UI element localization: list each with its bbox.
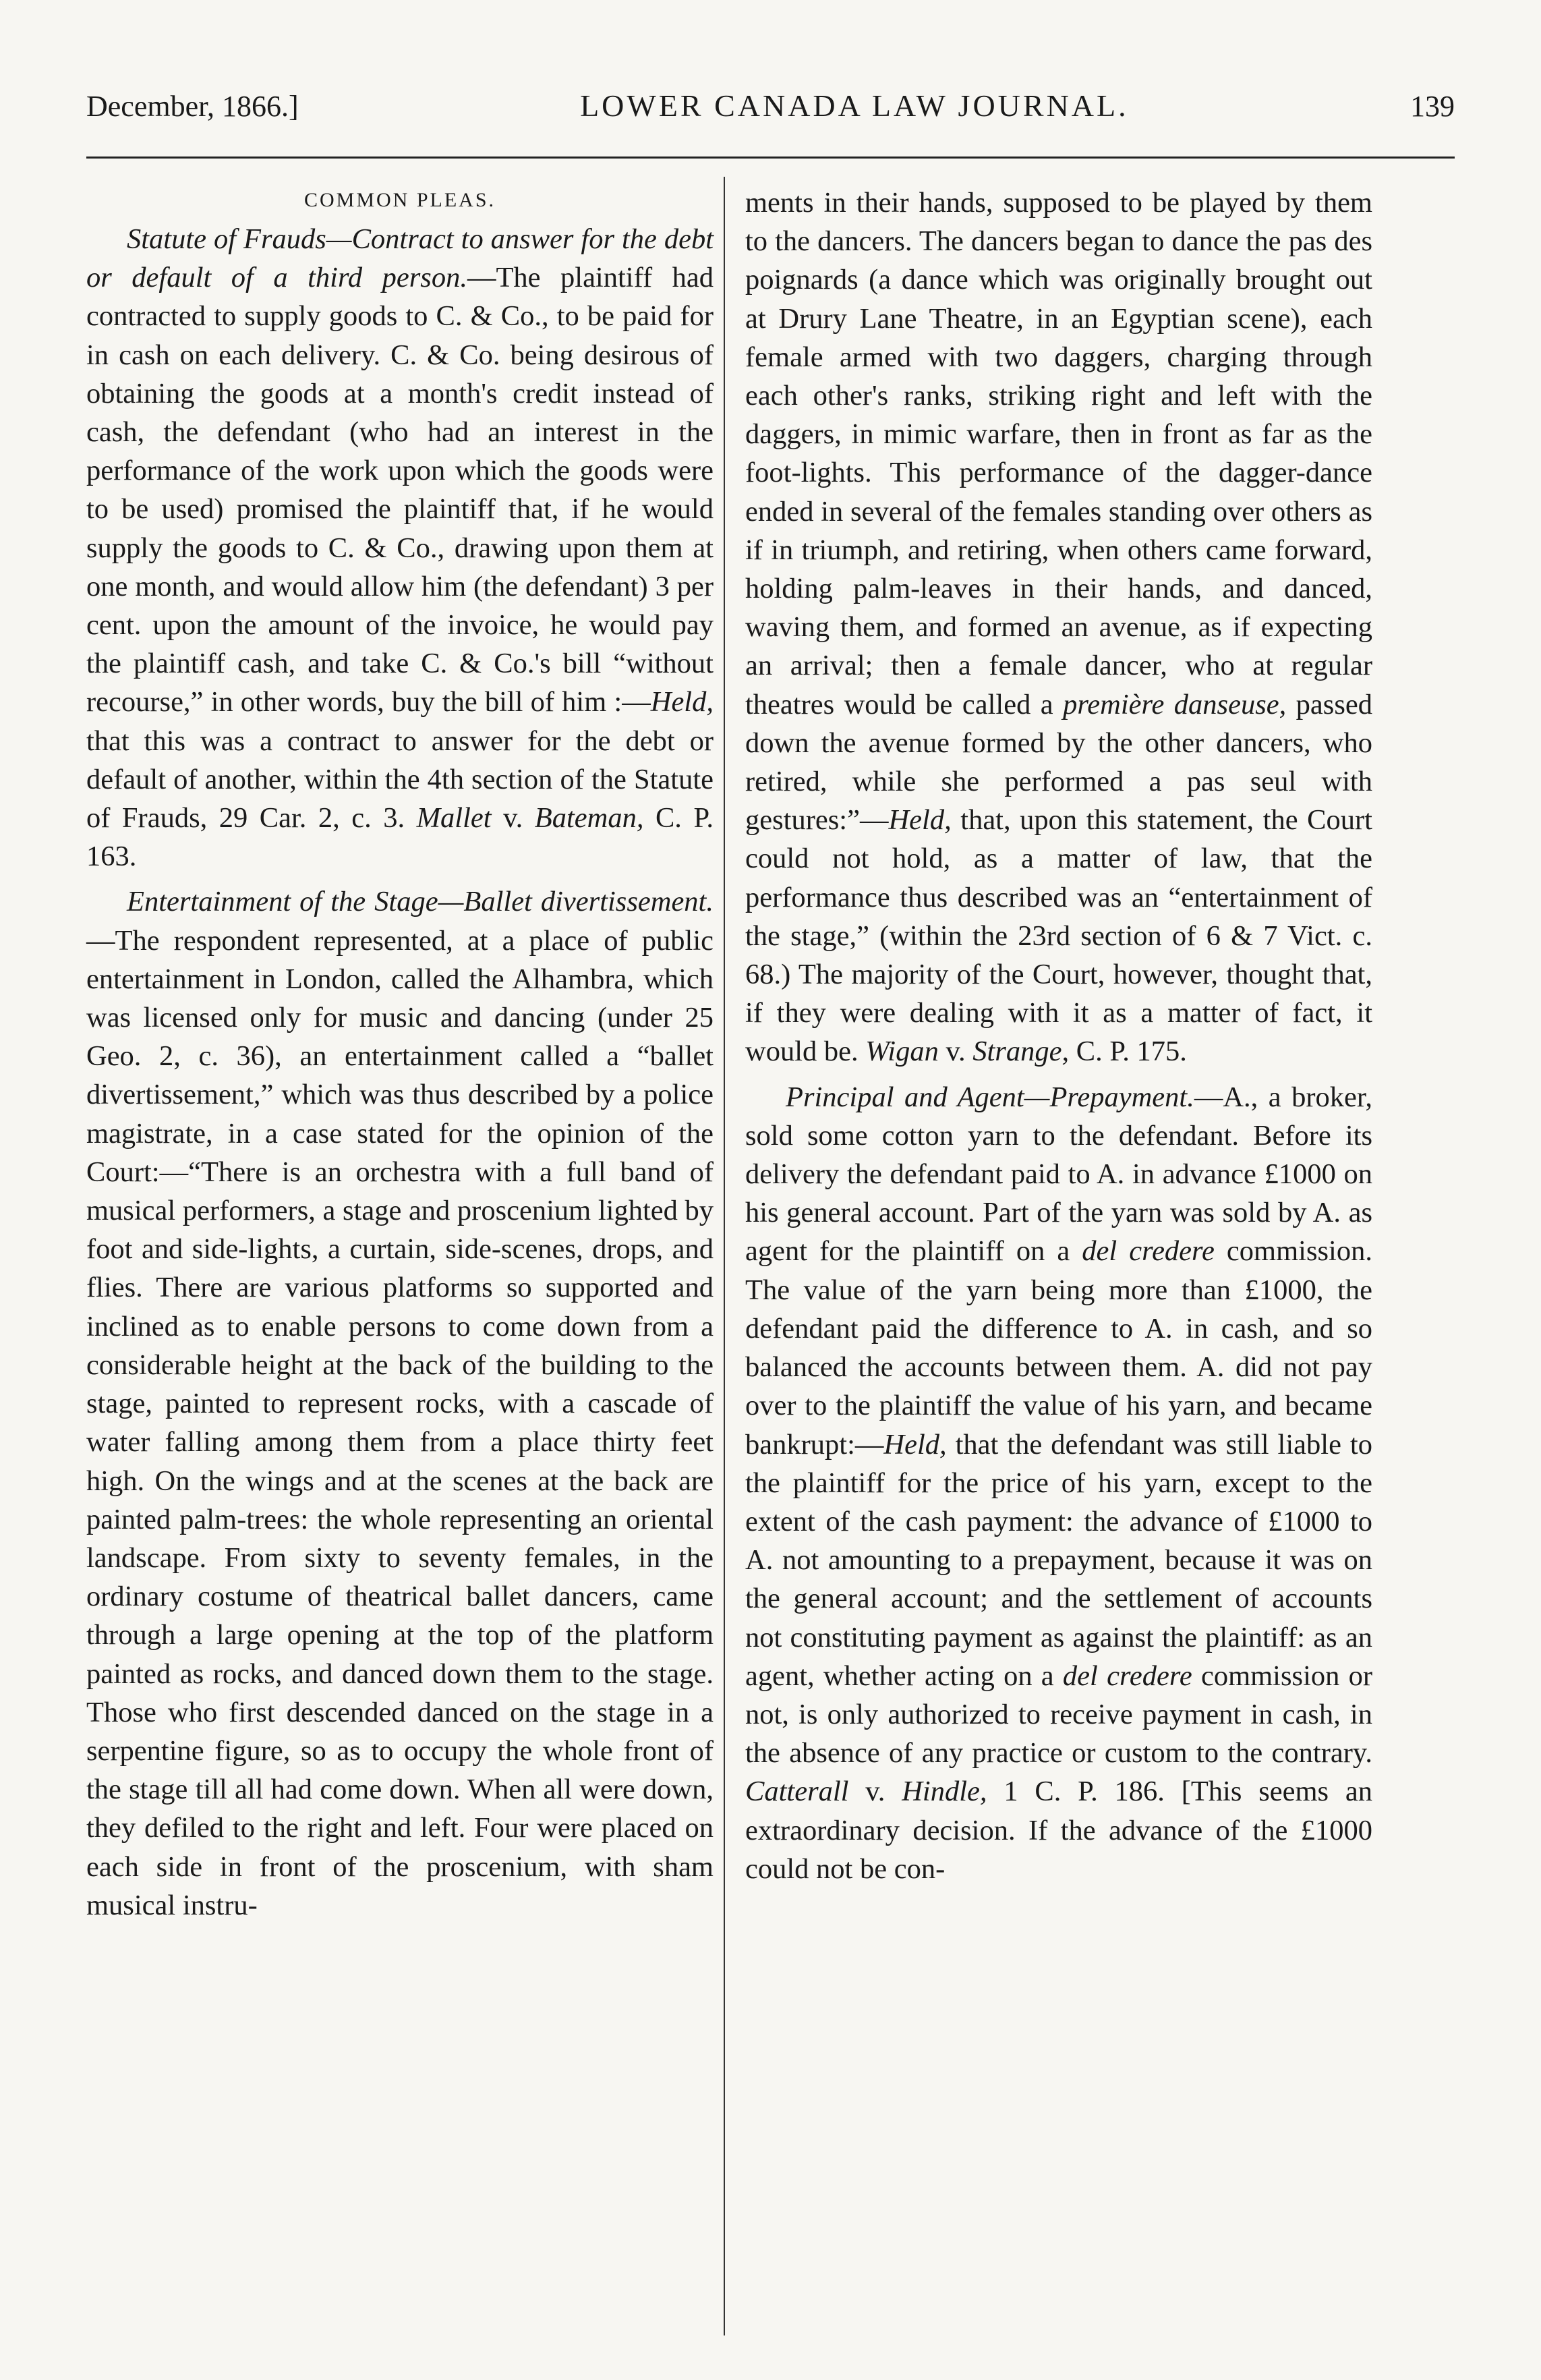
paragraph-statute-of-frauds [86,220,714,876]
right-column [745,183,1372,1888]
paragraph-body: —The plaintiff had contracted to supply goods to C. & Co., to be paid for in cash on each delivery. C. & Co. being desirous of obtaining the goods at a month's credit instead of cash, the defendant (who had an interest in the performance of the work upon which the goods were to be used) promised the plaintiff that, if he would supply the goods to C. & Co., drawing upon them at one month, and would allow him (the defendant) 3 per cent. upon the amount of the invoice, he would pay the plaintiff cash, and take C. & Co.'s bill “without recourse,” in other words, buy the bill of him :— [86,262,714,718]
case-party: Bateman, [534,802,644,834]
paragraph-body: commission. The value of the yarn being more than £1000, the defendant paid the difference to A. in cash, and so balanced the accounts between them. A. did not pay over to the plaintiff the value of his yarn, and became bankrupt:— [745,1235,1372,1461]
case-citation: C. P. 163. [86,802,714,873]
paragraph-entertainment-stage [86,882,714,1924]
paragraph-body: commission or not, is only authorized to receive payment in cash, in the absence of any practice or custom to the contrary. [745,1660,1373,1769]
paragraph-principal-agent [745,1078,1372,1888]
case-party: Wigan [865,1036,939,1068]
case-party: Mallet [416,802,492,834]
italic-term: del credere [1062,1660,1192,1692]
paragraph-body: that this was a contract to answer for the debt or default of another, within the 4th section of the Statute of Frauds, 29 Car. 2, c. 3. [86,725,714,834]
paragraph-body: —A., a broker, sold some cotton yarn to the defendant. Before its delivery the defendant paid to A. in advance £1000 on his general account. Part of the yarn was sold by A. as agent for the plaintiff on a [745,1081,1372,1268]
page-header [86,88,1455,142]
italic-term: del credere [1082,1235,1215,1268]
paragraph-title: Statute of Frauds—Contract to answer for the debt or default of a third person. [86,223,714,294]
paragraph-body: that the defendant was still liable to the plaintiff for the price of his yarn, except to the extent of the cash payment: the advance of £1000 to A. not amounting to a prepayment, because it was on the general account; and the settlement of accounts not constituting payment as against the plaintiff: as an agent, whether acting on a [745,1428,1372,1692]
held-label: Held, [883,1428,947,1461]
case-citation: 1 C. P. 186. [This seems an extraordinary decision. If the advance of the £1000 could not be con- [745,1776,1372,1885]
paragraph-title: Principal and Agent—Prepayment. [786,1081,1194,1113]
case-party: Catterall [745,1776,849,1808]
case-citation: C. P. 175. [1069,1036,1187,1068]
paragraph-body: passed down the avenue formed by the other dancers, who retired, while she performed a pas seul with gestures:”— [745,688,1372,837]
italic-term: première danseuse, [1063,688,1287,720]
case-party: Hindle, [902,1776,987,1808]
versus: v. [491,802,535,834]
case-party: Strange, [972,1036,1070,1068]
paragraph-body: ments in their hands, supposed to be played by them to the dancers. The dancers began to dance the pas des poignards (a dance which was originally brought out at Drury Lane Theatre, in an Egyptian scene), each female armed with two daggers, charging through each other's ranks, striking right and left with the daggers, in mimic warfare, then in front as far as the foot-lights. This performance of the dagger-dance ended in several of the females standing over others as if in triumph, and retiring, when others came forward, holding palm-leaves in their hands, and danced, waving them, and formed an avenue, as if expecting an arrival; then a female dancer, who at regular theatres would be called a [745,187,1372,720]
header-rule [86,157,1455,159]
journal-title: LOWER CANADA LAW JOURNAL. [580,88,1129,123]
versus: v. [938,1036,973,1068]
paragraph-title: Entertainment of the Stage—Ballet divertissement. [127,886,714,918]
section-heading: COMMON PLEAS. [303,189,496,211]
header-date: December, 1866.] [86,90,299,123]
column-divider [724,177,725,2335]
page-number: 139 [1410,90,1455,123]
paragraph-entertainment-continued [745,183,1372,1071]
paragraph-body: —The respondent represented, at a place of public entertainment in London, called the Alhambra, which was licensed only for music and dancing (under 25 Geo. 2, c. 36), an entertainment called a “ballet divertissement,” which was thus described by a police magistrate, in a case stated for the opinion of the Court:—“There is an orchestra with a full band of musical performers, a stage and proscenium lighted by foot and side-lights, a curtain, side-scenes, drops, and flies. There are various platforms so supported and inclined as to enable persons to come down from a considerable height at the back of the building to the stage, painted to represent rocks, with a cascade of water falling among them from a place thirty feet high. On the wings and at the scenes at the back are painted palm-trees: the whole representing an oriental landscape. From sixty to seventy females, in the ordinary costume of theatrical ballet dancers, came through a large opening at the top of the platform painted as rocks, and danced down them to the stage. Those who first descended danced on the stage in a serpentine figure, so as to occupy the whole front of the stage till all had come down. When all were down, they defiled to the right and left. Four were placed on each side in front of the proscenium, with sham musical instru- [86,924,714,1921]
held-label: Held, [650,686,714,718]
left-column [86,183,714,1925]
paragraph-body: that, upon this statement, the Court could not hold, as a matter of law, that the performance thus described was an “entertainment of the stage,” (within the 23rd section of 6 & 7 Vict. c. 68.) The majority of the Court, however, thought that, if they were dealing with it as a matter of fact, it would be. [745,804,1372,1068]
versus: v. [848,1776,902,1808]
held-label: Held, [888,804,952,837]
